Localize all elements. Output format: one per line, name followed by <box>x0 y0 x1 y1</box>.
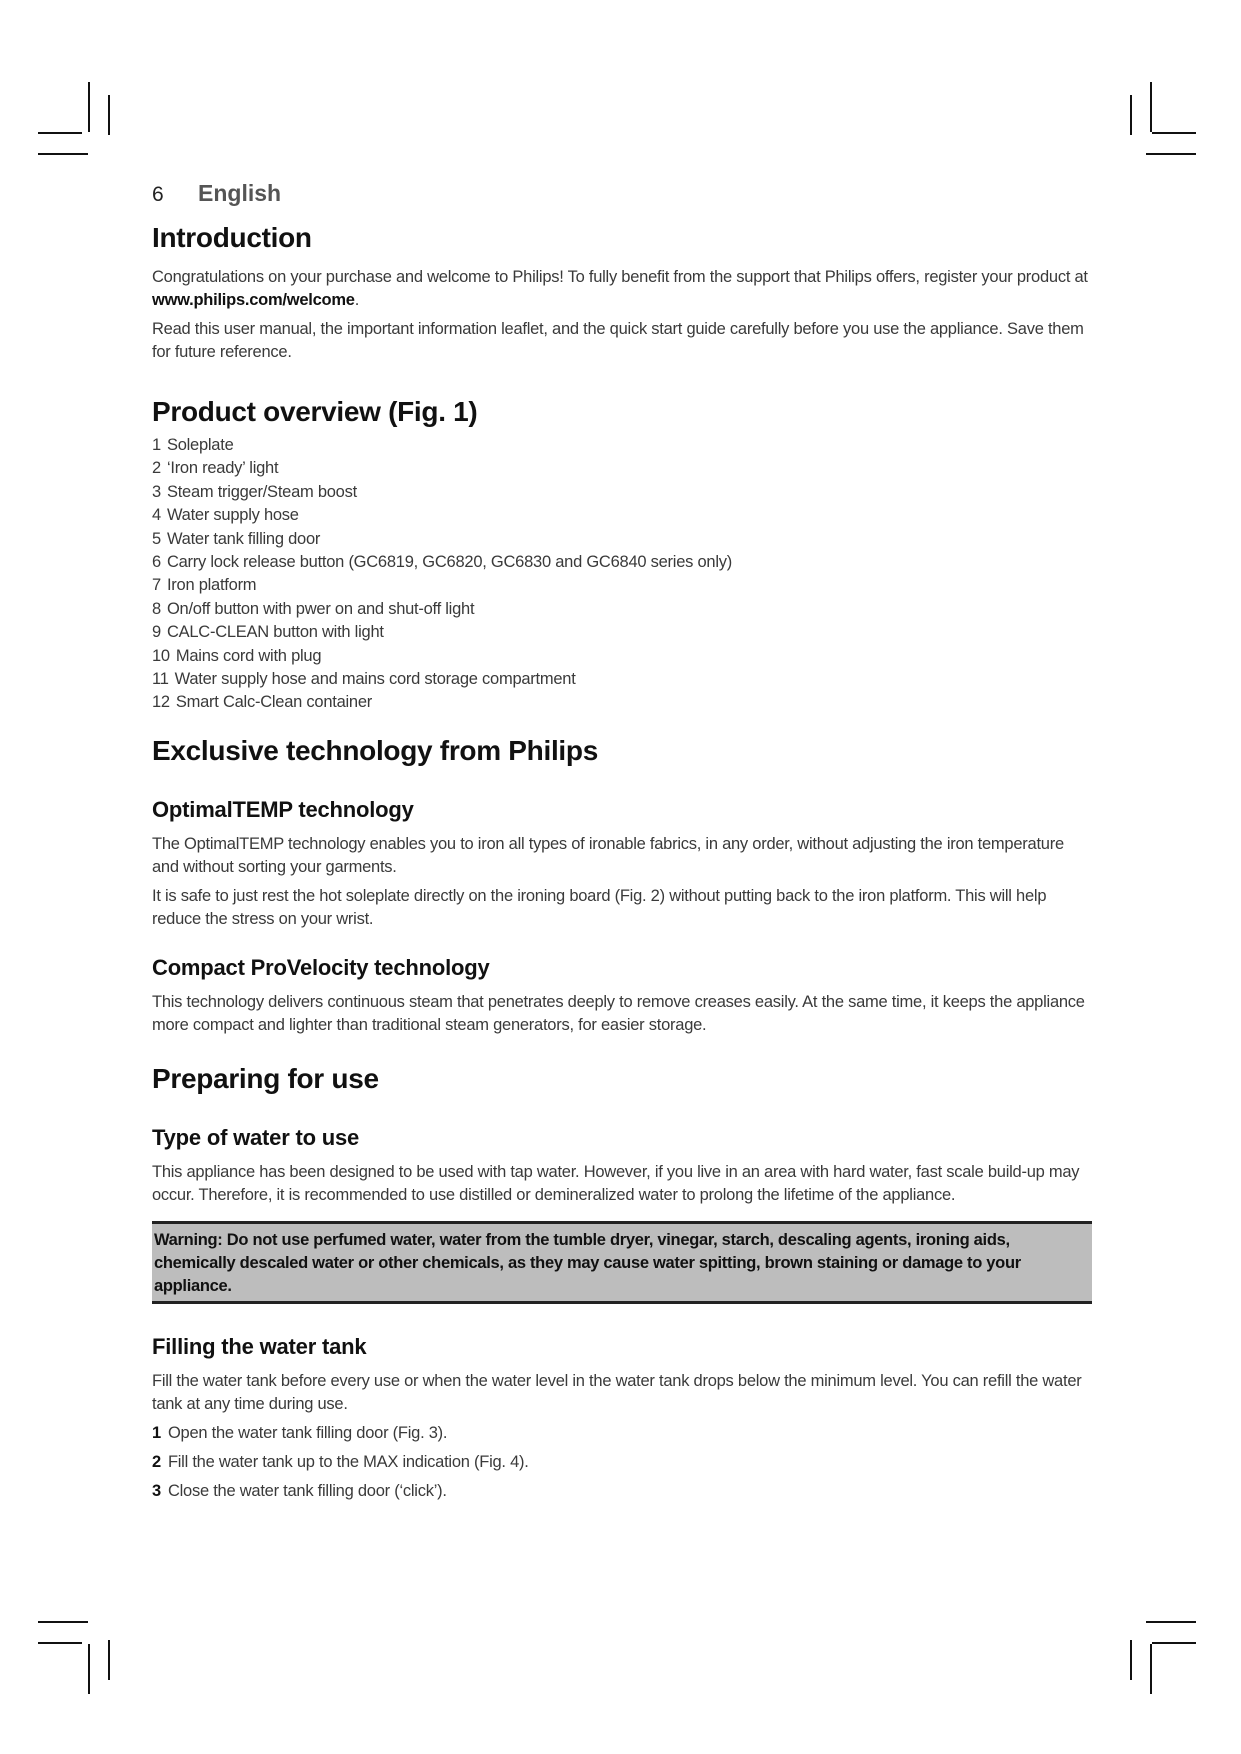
filling-steps <box>152 1422 1092 1503</box>
crop-mark <box>1130 95 1132 135</box>
page-header <box>152 180 1092 214</box>
optimaltemp-paragraph: The OptimalTEMP technology enables you to iron all types of ironable fabrics, in any order, without adjusting the iron temperature and without sorting your garments. <box>152 834 1064 876</box>
list-item: 7 Iron platform <box>152 576 257 595</box>
crop-mark <box>1150 82 1152 132</box>
page-content <box>152 180 1092 1509</box>
list-item: 10 Mains cord with plug <box>152 646 322 665</box>
list-item: 11 Water supply hose and mains cord storage compartment <box>152 670 576 689</box>
list-item: 3 Steam trigger/Steam boost <box>152 482 357 501</box>
exclusive-technology-section <box>152 735 1092 1037</box>
crop-mark <box>88 82 90 132</box>
introduction-paragraph: Congratulations on your purchase and welcome to Philips! To fully benefit from the support that Philips offers, register your product at www.philips.com/welcome. <box>152 268 1088 309</box>
warning-text: Warning: Do not use perfumed water, water from the tumble dryer, vinegar, starch, descaling agents, ironing aids, chemically descaled water or other chemicals, as they may cause water spitting, brown staining or damage to your appliance. <box>154 1230 1021 1295</box>
preparing-title: Preparing for use <box>152 1062 379 1094</box>
crop-mark <box>1150 1644 1152 1694</box>
filling-paragraph: Fill the water tank before every use or when the water level in the water tank drops below the minimum level. You can refill the water tank at any time during use. <box>152 1371 1082 1413</box>
crop-mark <box>1146 1621 1196 1623</box>
introduction-title: Introduction <box>152 222 312 253</box>
step-item: 1 Open the water tank filling door (Fig. 3). <box>152 1423 448 1442</box>
step-item: 2 Fill the water tank up to the MAX indication (Fig. 4). <box>152 1452 529 1471</box>
provelocity-title: Compact ProVelocity technology <box>152 954 490 980</box>
crop-mark <box>38 1642 82 1644</box>
product-parts-list <box>152 434 1092 715</box>
page-language: English <box>198 180 282 206</box>
preparing-section <box>152 1063 1092 1503</box>
crop-mark <box>1152 132 1196 134</box>
step-item: 3 Close the water tank filling door (‘click’). <box>152 1481 447 1500</box>
introduction-section <box>152 222 1092 364</box>
list-item: 12 Smart Calc-Clean container <box>152 693 373 712</box>
list-item: 9 CALC-CLEAN button with light <box>152 623 384 642</box>
list-item: 1 Soleplate <box>152 436 234 454</box>
list-item: 8 On/off button with pwer on and shut-off light <box>152 599 475 618</box>
product-overview-title: Product overview (Fig. 1) <box>152 396 478 427</box>
crop-mark <box>108 1640 110 1680</box>
warning-box <box>152 1221 1092 1304</box>
water-type-paragraph: This appliance has been designed to be used with tap water. However, if you live in an area with hard water, fast scale build-up may occur. Therefore, it is recommended to use distilled or demineralized water to prolong the lifetime of the appliance. <box>152 1162 1080 1204</box>
crop-mark <box>38 1621 88 1623</box>
crop-mark <box>38 132 82 134</box>
crop-mark <box>1146 153 1196 155</box>
filling-title: Filling the water tank <box>152 1333 367 1359</box>
product-overview-section <box>152 396 1092 715</box>
welcome-link[interactable]: www.philips.com/welcome <box>152 291 355 309</box>
list-item: 4 Water supply hose <box>152 506 299 525</box>
crop-mark <box>88 1644 90 1694</box>
introduction-paragraph: Read this user manual, the important information leaflet, and the quick start guide carefully before you use the appliance. Save them for future reference. <box>152 320 1084 361</box>
crop-mark <box>1130 1640 1132 1680</box>
water-type-title: Type of water to use <box>152 1124 360 1150</box>
crop-mark <box>108 95 110 135</box>
exclusive-technology-title: Exclusive technology from Philips <box>152 734 598 766</box>
crop-mark <box>1152 1642 1196 1644</box>
provelocity-paragraph: This technology delivers continuous steam that penetrates deeply to remove creases easily. At the same time, it keeps the appliance more compact and lighter than traditional steam generators, for easier storage. <box>152 992 1085 1034</box>
crop-mark <box>38 153 88 155</box>
optimaltemp-paragraph: It is safe to just rest the hot soleplate directly on the ironing board (Fig. 2) without putting back to the iron platform. This will help reduce the stress on your wrist. <box>152 886 1047 928</box>
list-item: 6 Carry lock release button (GC6819, GC6820, GC6830 and GC6840 series only) <box>152 553 732 572</box>
list-item: 2 ‘Iron ready’ light <box>152 459 279 478</box>
list-item: 5 Water tank filling door <box>152 529 321 548</box>
page-number: 6 <box>152 183 164 206</box>
optimaltemp-title: OptimalTEMP technology <box>152 796 414 822</box>
